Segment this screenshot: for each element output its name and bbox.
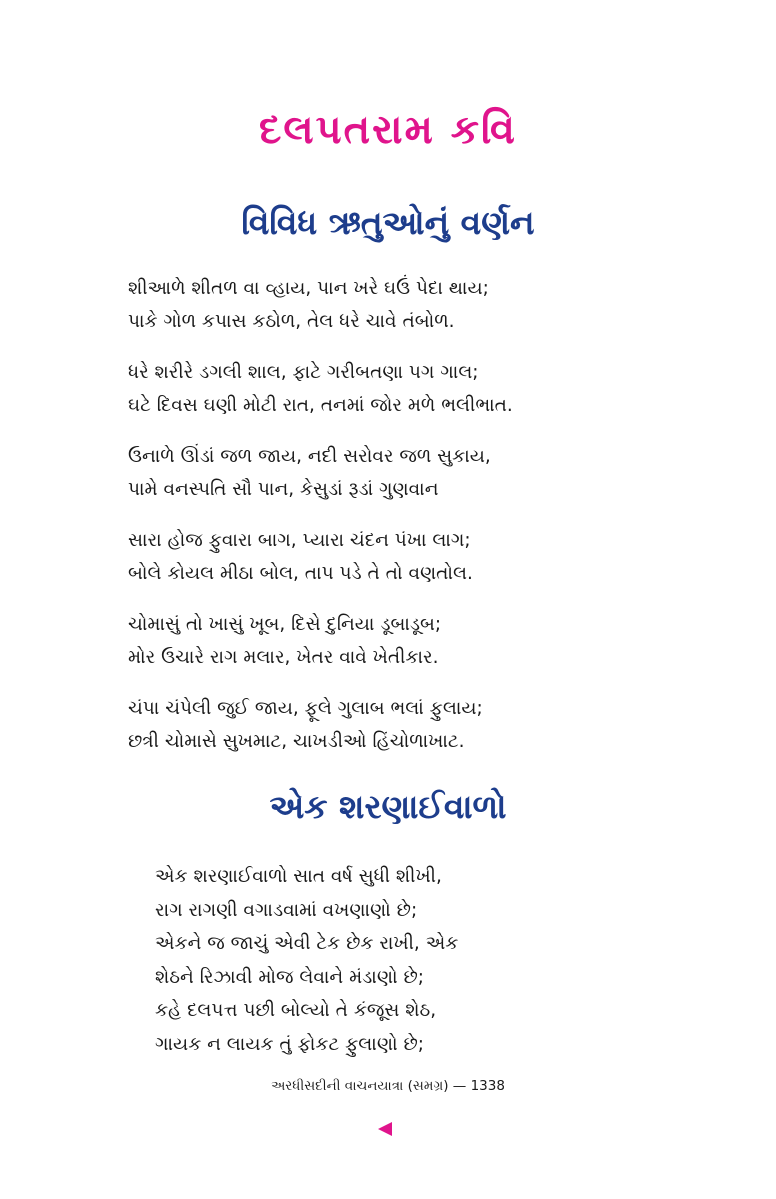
poem-line: રાગ રાગણી વગાડવામાં વખણાણો છે; — [155, 899, 418, 921]
poem-line: એકને જ જાચું એવી ટેક છેક રાખી, એક — [155, 933, 459, 954]
poem-line: શીઆળે શીતળ વા વ્હાય, પાન ખરે ઘઉં પેદા થાય; — [128, 278, 489, 299]
poem-line: કહે દલપત્ત પછી બોલ્યો તે કંજૂસ શેઠ, — [155, 1000, 437, 1021]
stanza — [128, 524, 688, 590]
poem-line: એક શરણાઈવાળો સાત વર્ષ સુધી શીખી, — [155, 866, 442, 887]
poem-seasons-body — [128, 272, 688, 776]
author-heading: દલપતરામ કવિ — [259, 107, 517, 153]
page-footer: અરધીસદીની વાચનયાત્રા (સમગ્ર) — 1338 — [271, 1078, 505, 1094]
poem-shehnai-player-body — [155, 860, 675, 1061]
poem-line: ઉનાળે ઊંડાં જળ જાય, નદી સરોવર જળ સુકાય, — [128, 446, 491, 467]
stanza — [128, 272, 688, 338]
poem-line: ઘટે દિવસ ઘણી મોટી રાત, તનમાં જોર મળે ભલીભાત. — [128, 395, 513, 416]
stanza — [128, 356, 688, 422]
poem-title-shehnai-player: એક શરણાઈવાળો — [269, 787, 507, 826]
poem-line: શેઠને રિઝાવી મોજ લેવાને મંડાણો છે; — [155, 966, 425, 988]
poem-line: મોર ઉચારે રાગ મલાર, ખેતર વાવે ખેતીકાર. — [128, 647, 439, 668]
poem-title-seasons: વિવિધ ઋતુઓનું વર્ણન — [241, 203, 535, 242]
stanza — [128, 692, 688, 758]
poem-line: ધરે શરીરે ડગલી શાલ, ફાટે ગરીબતણા પગ ગાલ; — [128, 362, 479, 383]
poem-line: સારા હોજ ફુવારા બાગ, પ્યારા ચંદન પંખા લાગ; — [128, 530, 471, 551]
poem-line: ચોમાસું તો ખાસું ખૂબ, દિસે દુનિયા ડૂબાડૂબ; — [128, 614, 442, 635]
stanza — [128, 440, 688, 506]
poem-line: ગાયક ન લાયક તું ફોકટ ફુલાણો છે; — [155, 1033, 424, 1055]
poem-line: છત્રી ચોમાસે સુખમાટ, ચાખડીઓ હિંચોળાખાટ. — [128, 731, 465, 752]
left-triangle-icon — [378, 1122, 392, 1136]
poem-line: ચંપા ચંપેલી જુઈ જાય, ફૂલે ગુલાબ ભલાં ફુલાય; — [128, 698, 483, 719]
poem-line: પામે વનસ્પતિ સૌ પાન, કેસુડાં રૂડાં ગુણવાન — [128, 479, 439, 500]
stanza — [128, 608, 688, 674]
poem-line: બોલે કોયલ મીઠા બોલ, તાપ પડે તે તો વણતોલ. — [128, 563, 473, 584]
poem-line: પાકે ગોળ કપાસ કઠોળ, તેલ ધરે ચાવે તંબોળ. — [128, 311, 455, 332]
